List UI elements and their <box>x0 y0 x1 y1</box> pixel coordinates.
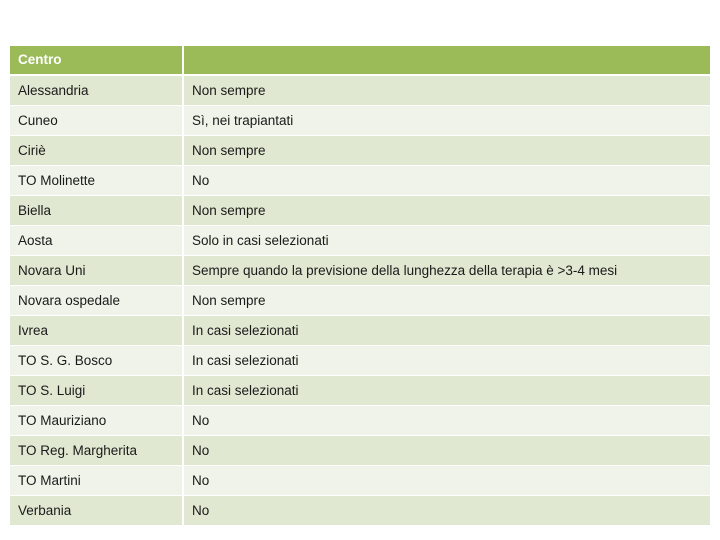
table-row <box>10 76 710 106</box>
table-row <box>10 286 710 316</box>
cell-centro: Novara Uni <box>10 256 184 286</box>
cell-valore: Sempre quando la previsione della lunghezza della terapia è >3-4 mesi <box>184 256 710 286</box>
cell-valore: No <box>184 436 710 466</box>
table-row <box>10 136 710 166</box>
table-row <box>10 256 710 286</box>
cell-centro: TO Molinette <box>10 166 184 196</box>
header-centro: Centro <box>10 46 184 76</box>
table-row <box>10 436 710 466</box>
table-row <box>10 196 710 226</box>
table-row <box>10 106 710 136</box>
cell-valore: Non sempre <box>184 286 710 316</box>
table-row <box>10 346 710 376</box>
cell-centro: Biella <box>10 196 184 226</box>
cell-valore: In casi selezionati <box>184 376 710 406</box>
cell-valore: No <box>184 166 710 196</box>
cell-valore: Sì, nei trapiantati <box>184 106 710 136</box>
cell-valore: Solo in casi selezionati <box>184 226 710 256</box>
cell-centro: TO Martini <box>10 466 184 496</box>
table-row <box>10 406 710 436</box>
table-row <box>10 166 710 196</box>
cell-valore: No <box>184 406 710 436</box>
cell-centro: TO S. G. Bosco <box>10 346 184 376</box>
cell-centro: Novara ospedale <box>10 286 184 316</box>
cell-valore: No <box>184 496 710 526</box>
cell-centro: Verbania <box>10 496 184 526</box>
cell-valore: No <box>184 466 710 496</box>
cell-valore: Non sempre <box>184 136 710 166</box>
cell-centro: Ciriè <box>10 136 184 166</box>
table-header-row <box>10 46 710 76</box>
cell-centro: TO Mauriziano <box>10 406 184 436</box>
cell-centro: Aosta <box>10 226 184 256</box>
cell-centro: Alessandria <box>10 76 184 106</box>
cell-centro: TO Reg. Margherita <box>10 436 184 466</box>
table-row <box>10 466 710 496</box>
table-row <box>10 376 710 406</box>
table-row <box>10 226 710 256</box>
table-row <box>10 496 710 526</box>
cell-centro: TO S. Luigi <box>10 376 184 406</box>
header-valore <box>184 46 710 76</box>
cell-valore: In casi selezionati <box>184 346 710 376</box>
centers-table <box>10 46 710 526</box>
table-row <box>10 316 710 346</box>
cell-valore: Non sempre <box>184 196 710 226</box>
cell-valore: Non sempre <box>184 76 710 106</box>
cell-centro: Cuneo <box>10 106 184 136</box>
cell-valore: In casi selezionati <box>184 316 710 346</box>
cell-centro: Ivrea <box>10 316 184 346</box>
